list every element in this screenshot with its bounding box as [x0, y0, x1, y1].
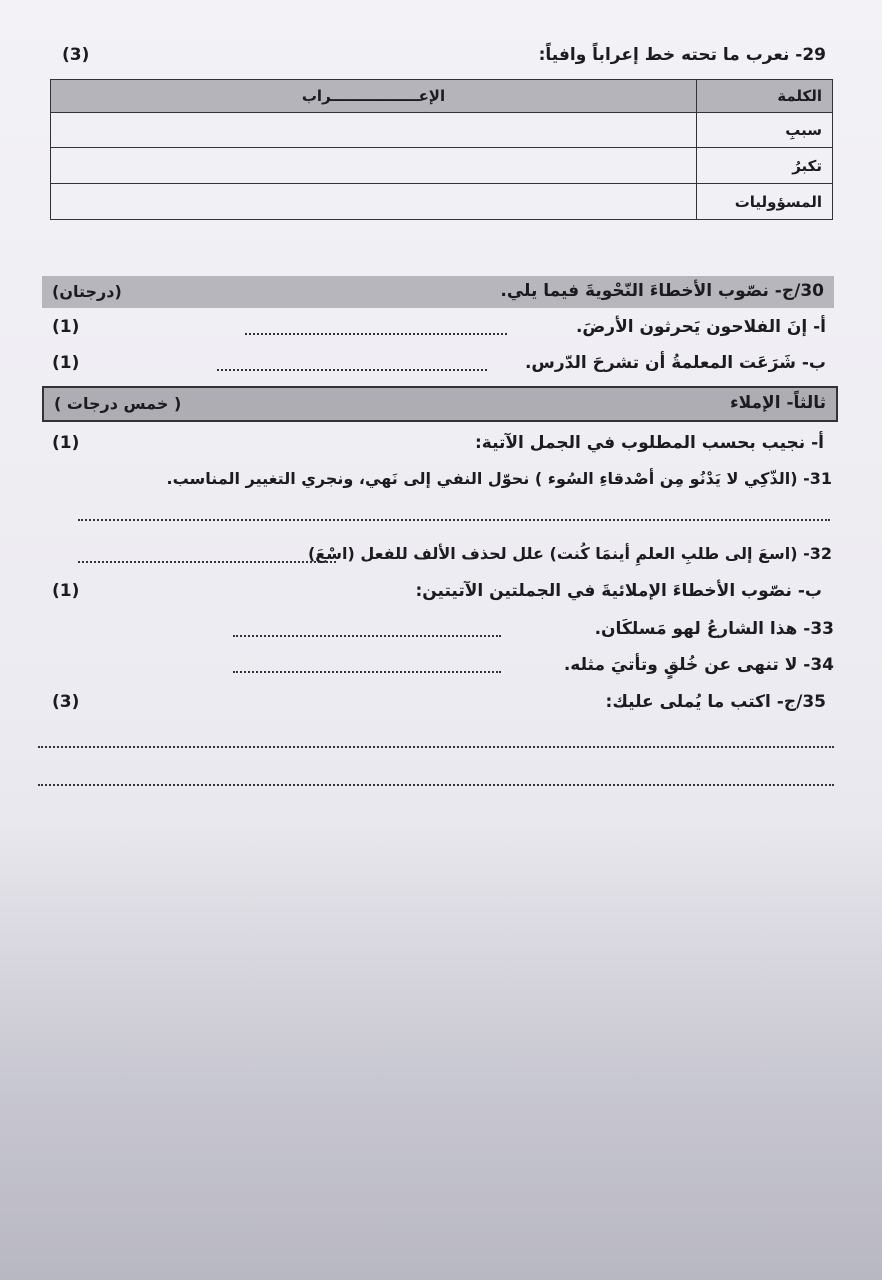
q33-text: 33- هذا الشارعُ لهو مَسلكَان.	[594, 619, 834, 639]
q34-text: 34- لا تنهى عن خُلقٍ وتأتيَ مثله.	[563, 655, 834, 675]
table-cell-word: سببِ	[697, 112, 833, 148]
q35-answer-line-2[interactable]	[38, 784, 834, 786]
q30-grade: (درجتان)	[52, 282, 122, 301]
q33-answer-line[interactable]	[233, 635, 501, 637]
partB-mark: (1)	[52, 581, 80, 601]
q29-title: 29- نعرب ما تحته خط إعراباً وافياً:	[538, 45, 826, 65]
q30-b-text: ب- شَرَعَت المعلمةُ أن تشرحَ الدّرس.	[524, 353, 826, 373]
q30-header-bar	[42, 276, 834, 308]
q35-title: 35/ج- اكتب ما يُملى عليك:	[605, 692, 826, 712]
table-header-irab: الإعـــــــــــــــــراب	[51, 80, 697, 113]
q34-answer-line[interactable]	[233, 671, 501, 673]
table-cell-irab[interactable]	[51, 148, 697, 184]
table-row	[51, 184, 833, 220]
q30-title: 30/ج- نصّوب الأخطاءَ النّحْويةَ فيما يلي.	[500, 281, 824, 301]
q35-answer-line-1[interactable]	[38, 746, 834, 748]
q32-answer-line[interactable]	[78, 561, 336, 563]
q29-mark: (3)	[62, 45, 90, 65]
q30-a-text: أ- إنَ الفلاحون يَحرثون الأرضَ.	[575, 317, 826, 337]
partB-title: ب- نصّوب الأخطاءَ الإملائيةَ في الجملتين الآتيتين:	[415, 581, 822, 601]
section3-grade: ( خمس درجات )	[54, 394, 182, 413]
partA-mark: (1)	[52, 433, 80, 453]
q30-b-answer-line[interactable]	[217, 369, 487, 371]
partA-title: أ- نجيب بحسب المطلوب في الجمل الآتية:	[474, 433, 824, 453]
q31-text: 31- (الذّكِي لا يَدْنُو مِن أصْدقاءِ السُوء ) نحوّل النفي إلى نَهي، ونجري التغيير المناسب.	[166, 469, 832, 488]
q31-answer-line[interactable]	[78, 519, 830, 521]
table-cell-word: تكبرُ	[697, 148, 833, 184]
page-shadow	[0, 820, 882, 1280]
table-cell-word: المسؤوليات	[697, 184, 833, 220]
table-row	[51, 112, 833, 148]
table-cell-irab[interactable]	[51, 112, 697, 148]
table-cell-irab[interactable]	[51, 184, 697, 220]
table-row	[51, 148, 833, 184]
section3-title: ثالثاً- الإملاء	[729, 393, 826, 413]
irab-table	[50, 79, 833, 220]
q30-a-mark: (1)	[52, 317, 80, 337]
table-header-word: الكلمة	[697, 80, 833, 113]
q35-mark: (3)	[52, 692, 80, 712]
q30-b-mark: (1)	[52, 353, 80, 373]
q32-text: 32- (اسعَ إلى طلبِ العلمِ أينمَا كُنت) علل لحذف الألف للفعل (اسْعَ)	[307, 544, 832, 563]
q30-a-answer-line[interactable]	[245, 333, 507, 335]
section3-header-bar	[42, 386, 838, 422]
